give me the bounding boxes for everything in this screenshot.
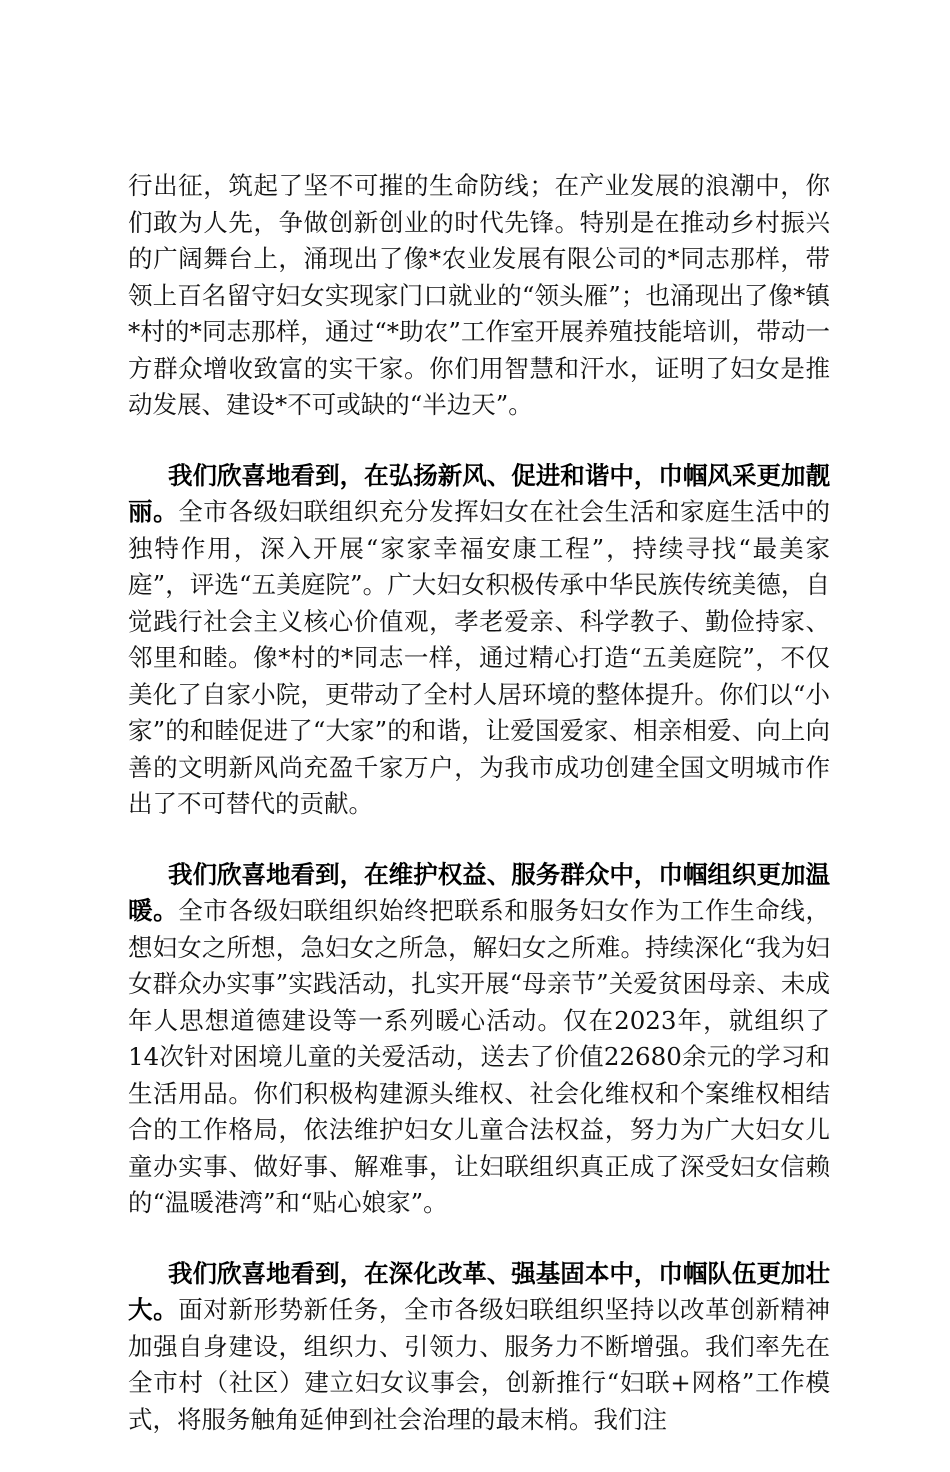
paragraph-2	[128, 458, 830, 823]
paragraph-lead: 我们欣喜地看到，在弘扬新风、促进和谐中，巾帼风采更加靓丽。	[128, 460, 830, 526]
paragraph-lead: 我们欣喜地看到，在维护权益、服务群众中，巾帼组织更加温暖。	[128, 859, 830, 925]
paragraph-4	[128, 1256, 830, 1439]
paragraph-lead: 我们欣喜地看到，在深化改革、强基固本中，巾帼队伍更加壮大。	[128, 1258, 830, 1324]
paragraph-body: 全市各级妇联组织充分发挥妇女在社会生活和家庭生活中的独特作用，深入开展“家家幸福安康工程”，持续寻找“最美家庭”，评选“五美庭院”。广大妇女积极传承中华民族传统美德，自觉践行社会主义核心价值观，孝老爱亲、科学教子、勤俭持家、邻里和睦。像*村的*同志一样，通过精心打造“五美庭院”，不仅美化了自家小院，更带动了全村人居环境的整体提升。你们以“小家”的和睦促进了“大家”的和谐，让爱国爱家、相亲相爱、向上向善的文明新风尚充盈千家万户，为我市成功创建全国文明城市作出了不可替代的贡献。	[128, 497, 830, 818]
paragraph-body: 面对新形势新任务，全市各级妇联组织坚持以改革创新精神加强自身建设，组织力、引领力、服务力不断增强。我们率先在全市村（社区）建立妇女议事会，创新推行“妇联+网格”工作模式，将服务触角延伸到社会治理的最末梢。我们注	[128, 1295, 830, 1434]
paragraph-body: 全市各级妇联组织始终把联系和服务妇女作为工作生命线，想妇女之所想，急妇女之所急，解妇女之所难。持续深化“我为妇女群众办实事”实践活动，扎实开展“母亲节”关爱贫困母亲、未成年人思想道德建设等一系列暖心活动。仅在2023年，就组织了14次针对困境儿童的关爱活动，送去了价值22680余元的学习和生活用品。你们积极构建源头维权、社会化维权和个案维权相结合的工作格局，依法维护妇女儿童合法权益，努力为广大妇女儿童办实事、做好事、解难事，让妇联组织真正成了深受妇女信赖的“温暖港湾”和“贴心娘家”。	[128, 896, 830, 1217]
paragraph-3	[128, 857, 830, 1222]
paragraph-body: 行出征，筑起了坚不可摧的生命防线；在产业发展的浪潮中，你们敢为人先，争做创新创业的时代先锋。特别是在推动乡村振兴的广阔舞台上，涌现出了像*农业发展有限公司的*同志那样，带领上百名留守妇女实现家门口就业的“领头雁”；也涌现出了像*镇*村的*同志那样，通过“*助农”工作室开展养殖技能培训，带动一方群众增收致富的实干家。你们用智慧和汗水，证明了妇女是推动发展、建设*不可或缺的“半边天”。	[128, 171, 830, 419]
document-page	[128, 168, 830, 1472]
paragraph-1	[128, 168, 830, 424]
